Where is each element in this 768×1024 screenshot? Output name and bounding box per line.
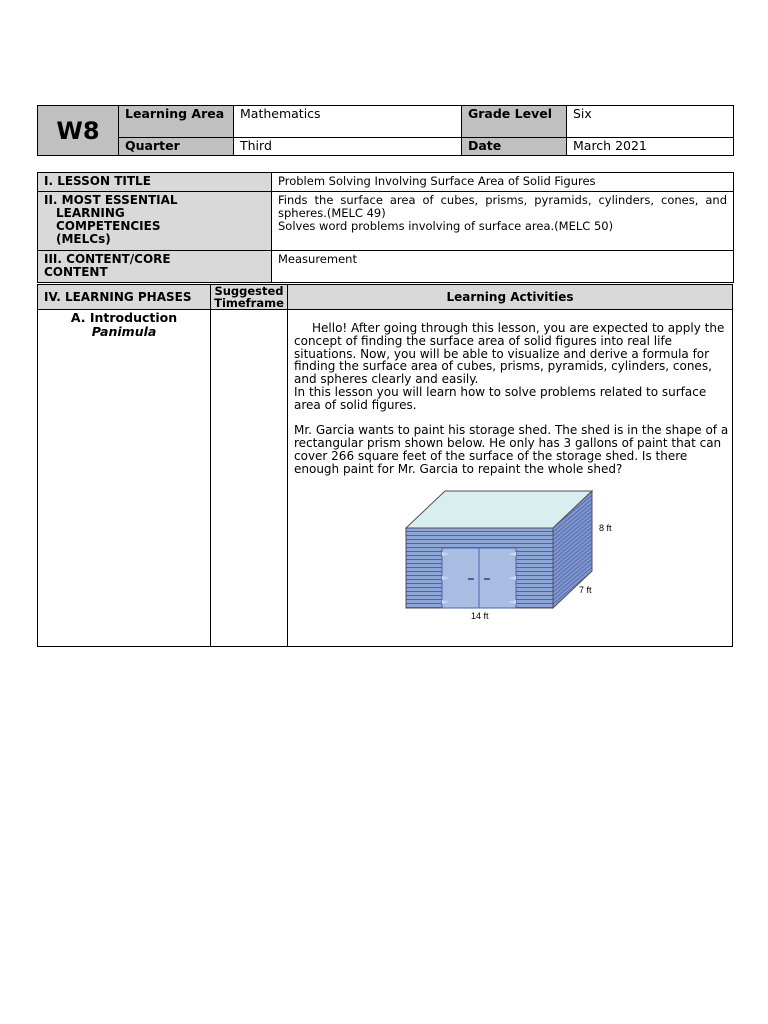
phases-column-header: IV. LEARNING PHASES	[38, 285, 211, 310]
melc-value	[272, 192, 734, 251]
activity-paragraph: In this lesson you will learn how to solve problems related to surface area of solid figures.	[294, 384, 707, 412]
quarter-value: Third	[234, 138, 462, 156]
date-label: Date	[462, 138, 567, 156]
introduction-phase-cell	[38, 310, 211, 647]
storage-shed-figure	[294, 488, 732, 631]
content-label-line: III. CONTENT/CORE	[44, 252, 171, 266]
week-label: W8	[38, 106, 119, 156]
melc-item: Finds the surface area of cubes, prisms, pyramids, cylinders, cones, and spheres.(MELC 49)	[278, 193, 727, 220]
quarter-label: Quarter	[119, 138, 234, 156]
grade-level-label: Grade Level	[462, 106, 567, 138]
learning-area-label: Learning Area	[119, 106, 234, 138]
learning-phases-table	[37, 284, 733, 647]
activity-paragraph: Mr. Garcia wants to paint his storage shed. The shed is in the shape of a rectangular prism shown below. He only has 3 gallons of paint that can cover 266 square feet of the surface of the storage shed. Is there enough paint for Mr. Garcia to repaint the whole shed?	[294, 423, 729, 476]
content-label	[38, 251, 272, 283]
melc-label-line: II. MOST ESSENTIAL	[44, 193, 178, 207]
lesson-info-table	[37, 172, 734, 283]
activities-cell	[288, 310, 733, 647]
lesson-title-value: Problem Solving Involving Surface Area of Solid Figures	[272, 173, 734, 192]
melc-label-line: COMPETENCIES	[56, 219, 161, 233]
activity-paragraph: Hello! After going through this lesson, you are expected to apply the concept of finding the surface area of solid figures into real life situations. Now, you will be able to visualize and derive a formula for finding the surface area of cubes, prisms, pyramids, cylinders, cones, and spheres clearly and easily.	[294, 321, 725, 387]
melc-label-line: (MELCs)	[56, 232, 111, 246]
content-value: Measurement	[272, 251, 734, 283]
timeframe-header-line: Timeframe	[214, 296, 284, 310]
introduction-label: A. Introduction	[70, 310, 178, 325]
height-label: 8 ft	[598, 522, 612, 533]
storage-shed-illustration	[401, 488, 626, 628]
timeframe-column-header	[211, 285, 288, 310]
learning-area-value: Mathematics	[234, 106, 462, 138]
timeframe-cell	[211, 310, 288, 647]
header-table	[37, 105, 734, 156]
width-label: 14 ft	[470, 610, 489, 621]
introduction-sublabel: Panimula	[91, 324, 157, 339]
content-label-line: CONTENT	[44, 265, 108, 279]
activities-column-header: Learning Activities	[288, 285, 733, 310]
depth-label: 7 ft	[578, 584, 592, 595]
grade-level-value: Six	[567, 106, 734, 138]
timeframe-header-line: Suggested	[214, 284, 284, 298]
lesson-title-label: I. LESSON TITLE	[38, 173, 272, 192]
melc-label	[38, 192, 272, 251]
melc-label-line: LEARNING	[56, 206, 125, 220]
melc-item: Solves word problems involving of surface area.(MELC 50)	[278, 219, 614, 233]
date-value: March 2021	[567, 138, 734, 156]
